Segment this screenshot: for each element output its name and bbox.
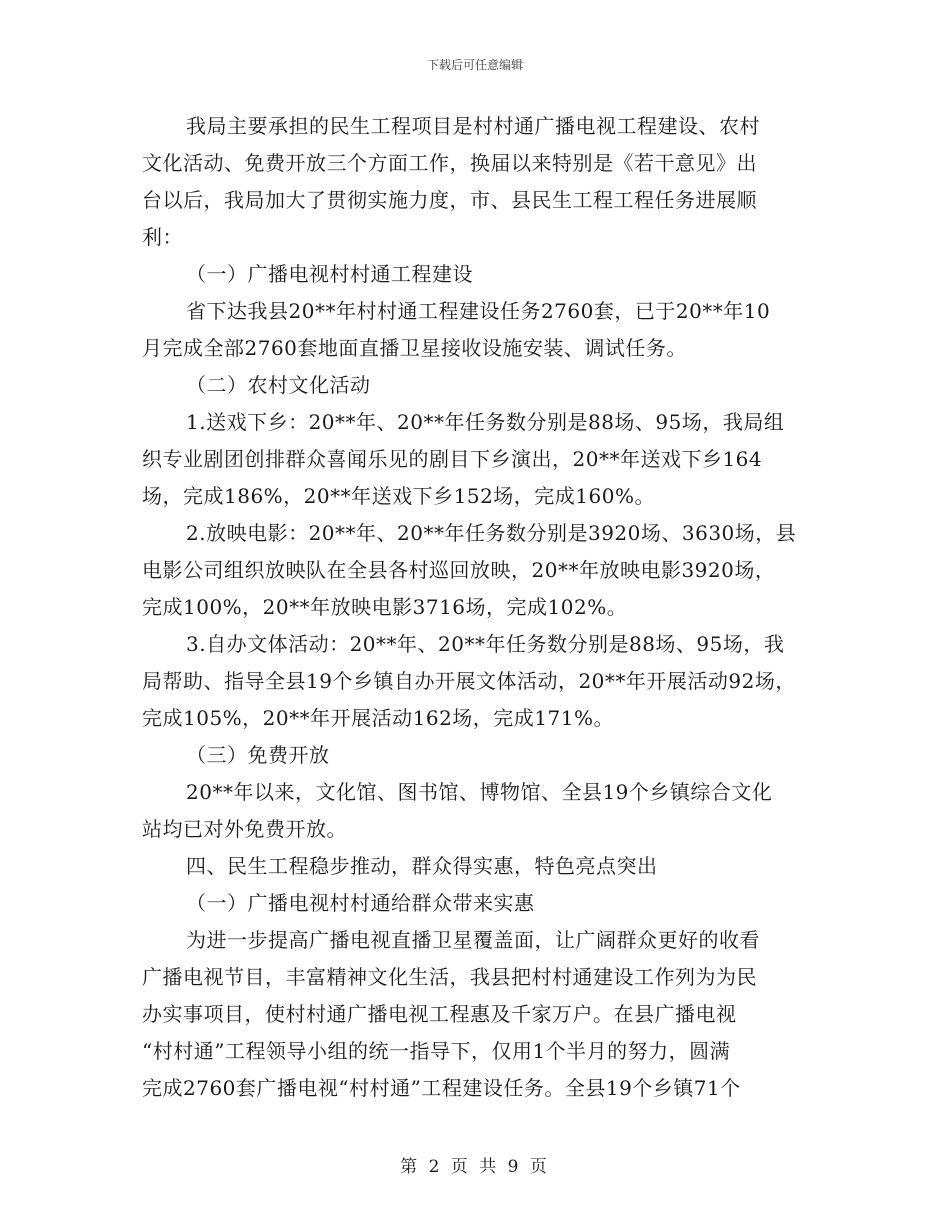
- paragraph-line: 完成105%，20**年开展活动162场，完成171%。: [142, 706, 614, 730]
- paragraph-line: 1.送戏下乡：20**年、20**年任务数分别是88场、95场，我局组: [186, 410, 785, 434]
- paragraph-line: 文化活动、免费开放三个方面工作，换届以来特别是《若干意见》出: [142, 151, 757, 175]
- paragraph-line: 20**年以来，文化馆、图书馆、博物馆、全县19个乡镇综合文化: [186, 780, 773, 804]
- section-heading: （一）广播电视村村通工程建设: [186, 262, 473, 286]
- page-header: 下载后可任意编辑: [426, 58, 523, 72]
- paragraph-line: 广播电视节目，丰富精神文化生活，我县把村村通建设工作列为为民: [142, 965, 757, 989]
- paragraph-line: 局帮助、指导全县19个乡镇自办开展文体活动，20**年开展活动92场，: [142, 669, 796, 693]
- section-heading: （三）免费开放: [186, 743, 330, 767]
- section-heading: （二）农村文化活动: [186, 373, 371, 397]
- paragraph-line: 站均已对外免费开放。: [142, 817, 347, 841]
- paragraph-line: 电影公司组织放映队在全县各村巡回放映，20**年放映电影3920场，: [142, 558, 776, 582]
- paragraph-line: 办实事项目，使村村通广播电视工程惠及千家万户。在县广播电视: [142, 1002, 737, 1026]
- paragraph-line: 省下达我县20**年村村通工程建设任务2760套，已于20**年10: [186, 299, 771, 323]
- paragraph-line: 完成2760套广播电视“村村通”工程建设任务。全县19个乡镇71个: [142, 1076, 741, 1100]
- paragraph-line: 织专业剧团创排群众喜闻乐见的剧目下乡演出，20**年送戏下乡164: [142, 447, 763, 471]
- paragraph-line: 完成100%，20**年放映电影3716场，完成102%。: [142, 595, 628, 619]
- paragraph-line: 为进一步提高广播电视直播卫星覆盖面，让广阔群众更好的收看: [186, 928, 760, 952]
- page-footer: 第 2 页 共 9 页: [400, 1157, 550, 1177]
- paragraph-line: 利：: [142, 225, 183, 249]
- paragraph-line: 3.自办文体活动：20**年、20**年任务数分别是88场、95场，我: [186, 632, 785, 656]
- section-heading: 四、民生工程稳步推动，群众得实惠，特色亮点突出: [186, 854, 658, 878]
- document-body: [142, 108, 832, 1107]
- paragraph-line: 场，完成186%，20**年送戏下乡152场，完成160%。: [142, 484, 655, 508]
- paragraph-line: 台以后，我局加大了贯彻实施力度，市、县民生工程工程任务进展顺: [142, 188, 757, 212]
- paragraph-line: “村村通”工程领导小组的统一指导下，仅用1个半月的努力，圆满: [142, 1039, 731, 1063]
- section-heading: （一）广播电视村村通给群众带来实惠: [186, 891, 535, 915]
- paragraph-line: 我局主要承担的民生工程项目是村村通广播电视工程建设、农村: [186, 114, 760, 138]
- paragraph-line: 2.放映电影：20**年、20**年任务数分别是3920场、3630场，县: [186, 521, 797, 545]
- paragraph-line: 月完成全部2760套地面直播卫星接收设施安装、调试任务。: [142, 336, 687, 360]
